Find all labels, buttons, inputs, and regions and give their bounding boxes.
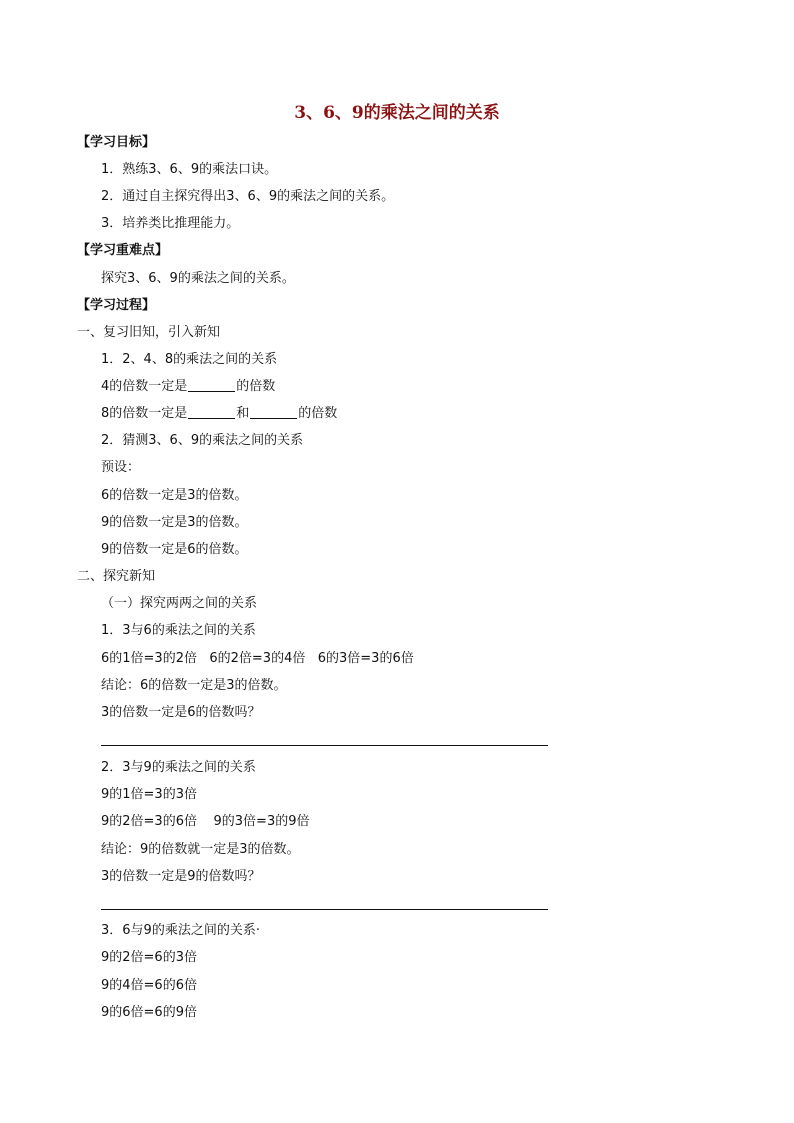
preset-1: 6的倍数一定是3的倍数。 [101,488,248,503]
preset-2: 9的倍数一定是3的倍数。 [101,515,248,530]
preset-3: 9的倍数一定是6的倍数。 [101,542,248,557]
goal-item-3: 3．培养类比推理能力。 [101,216,240,231]
fill-1-prefix: 4的倍数一定是 [101,379,188,394]
key-heading: 【学习重难点】 [77,243,169,258]
part2-question: 3的倍数一定是9的倍数吗？ [101,869,261,884]
review-item-2: 2．猜测3、6、9的乘法之间的关系 [101,433,304,448]
fill-line-2 [101,405,337,423]
part2-line-1: 9的1倍=3的3倍 [101,787,197,802]
process-heading: 【学习过程】 [77,298,156,313]
answer-line-2 [101,909,548,910]
fill-2-suffix: 的倍数 [298,406,338,421]
page-title: 3、6、9的乘法之间的关系 [294,103,500,123]
key-text: 探究3、6、9的乘法之间的关系。 [101,271,295,286]
part3-line-3: 9的6倍=6的9倍 [101,1005,197,1020]
part1-line: 6的1倍=3的2倍 6的2倍=3的4倍 6的3倍=3的6倍 [101,651,414,666]
fill-blank-1 [188,378,235,392]
goal-item-1: 1．熟练3、6、9的乘法口诀。 [101,162,278,177]
review-heading: 一、复习旧知，引入新知 [77,325,221,340]
fill-2-middle: 和 [236,406,250,421]
part3-line-2: 9的4倍=6的6倍 [101,978,197,993]
part3-title: 3．6与9的乘法之间的关系· [101,923,260,938]
fill-line-1 [101,378,275,396]
part3-line-1: 9的2倍=6的3倍 [101,950,197,965]
part2-line-2: 9的2倍=3的6倍 9的3倍=3的9倍 [101,814,310,829]
fill-blank-3 [250,405,297,419]
preset-label: 预设： [101,460,141,475]
explore-sub: （一）探究两两之间的关系 [101,596,258,611]
fill-1-suffix: 的倍数 [236,379,276,394]
fill-2-prefix: 8的倍数一定是 [101,406,188,421]
explore-heading: 二、探究新知 [77,569,156,584]
part1-conclusion: 结论：6的倍数一定是3的倍数。 [101,678,287,693]
review-item-1: 1．2、4、8的乘法之间的关系 [101,352,278,367]
goals-heading: 【学习目标】 [77,135,156,150]
part2-conclusion: 结论：9的倍数就一定是3的倍数。 [101,842,300,857]
part1-question: 3的倍数一定是6的倍数吗？ [101,705,261,720]
part2-title: 2．3与9的乘法之间的关系 [101,760,256,775]
fill-blank-2 [188,405,235,419]
goal-item-2: 2．通过自主探究得出3、6、9的乘法之间的关系。 [101,189,395,204]
answer-line-1 [101,745,548,746]
part1-title: 1．3与6的乘法之间的关系 [101,623,256,638]
